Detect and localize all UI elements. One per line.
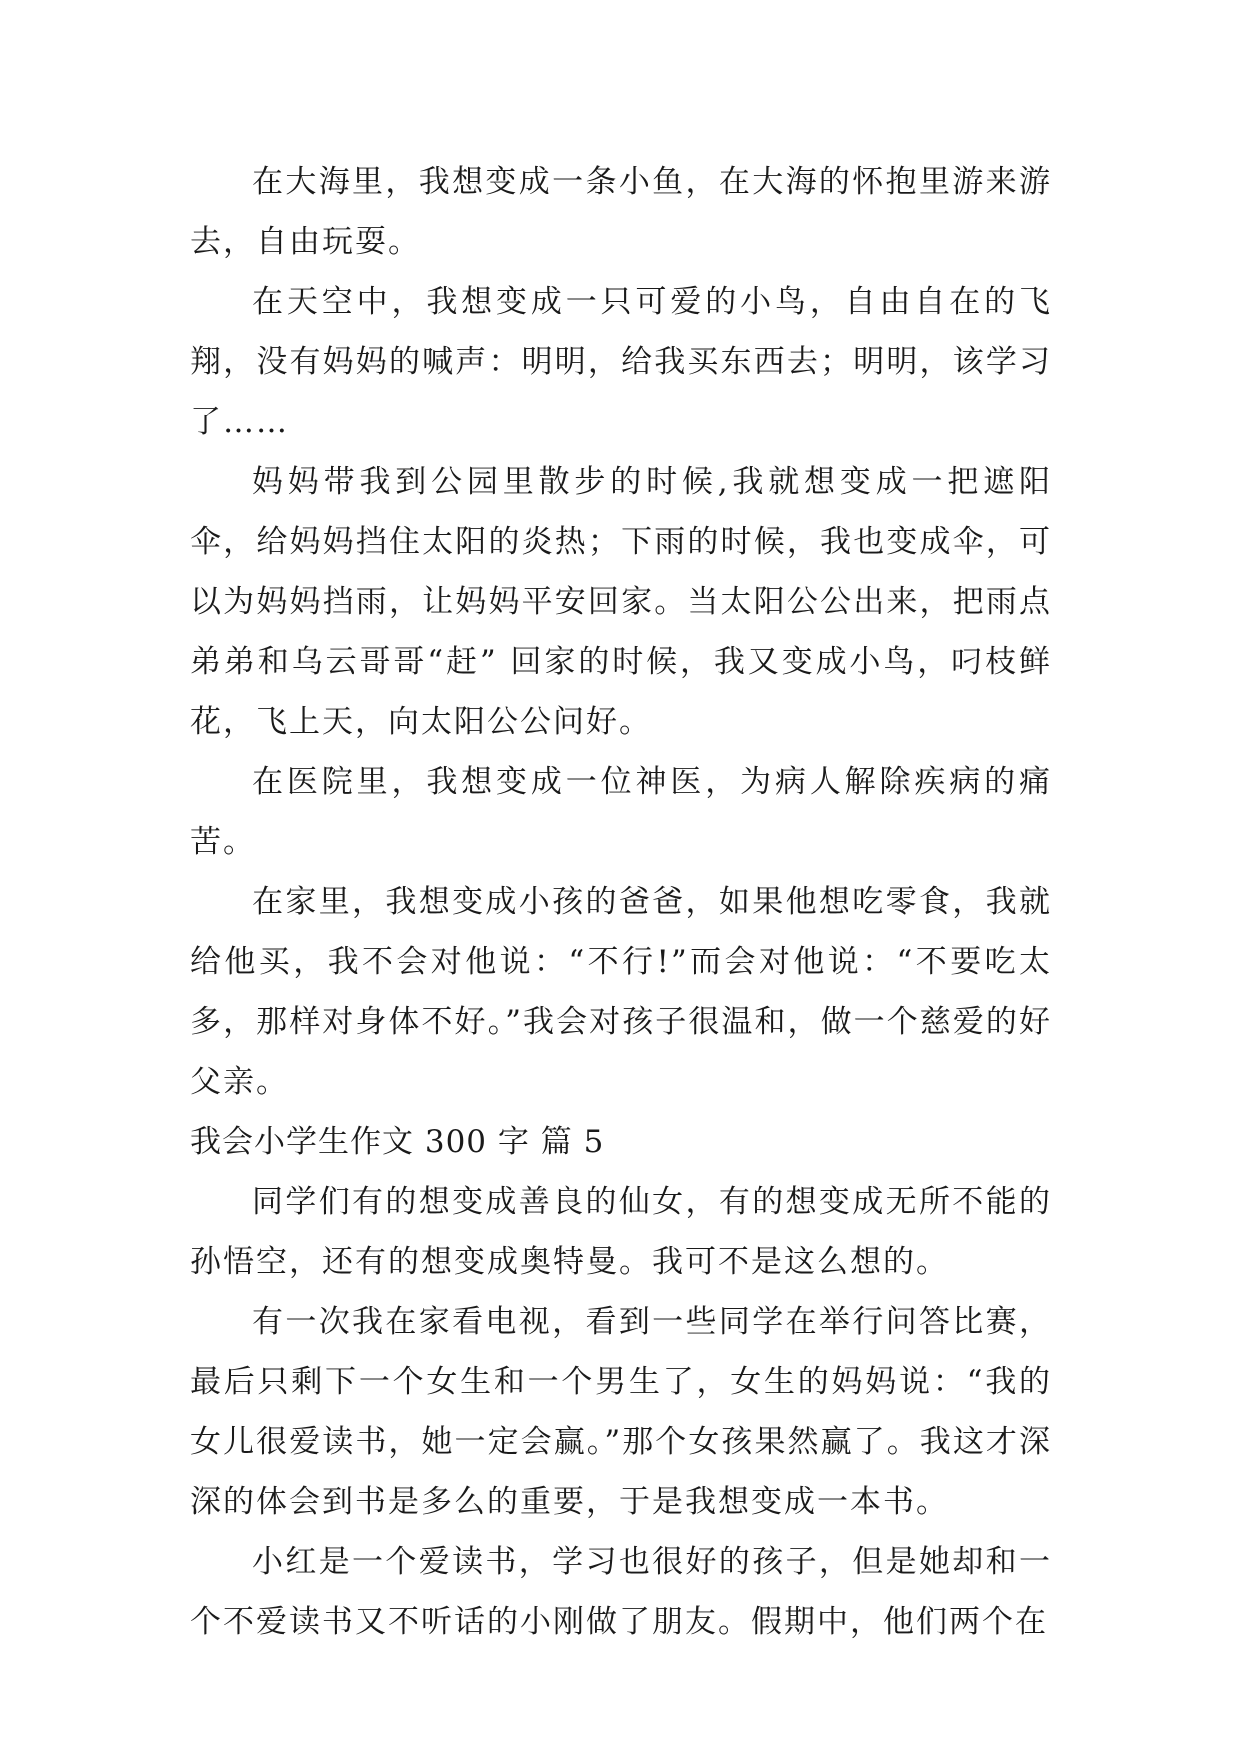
section-heading: 我会小学生作文 300 字 篇 5 bbox=[190, 1124, 605, 1160]
paragraph-hospital: 在医院里，我想变成一位神医，为病人解除疾病的痛苦。 bbox=[190, 764, 1052, 860]
paragraph-sky: 在天空中，我想变成一只可爱的小鸟，自由自在的飞翔，没有妈妈的喊声：明明，给我买东西去；明明，该学习了…… bbox=[190, 284, 1052, 440]
paragraph-classmates: 同学们有的想变成善良的仙女，有的想变成无所不能的孙悟空，还有的想变成奥特曼。我可不是这么想的。 bbox=[190, 1184, 1052, 1280]
paragraph-xiaohong: 小红是一个爱读书，学习也很好的孩子，但是她却和一个不爱读书又不听话的小刚做了朋友。假期中，他们两个在 bbox=[190, 1544, 1052, 1640]
paragraph-sea: 在大海里，我想变成一条小鱼，在大海的怀抱里游来游去，自由玩耍。 bbox=[190, 164, 1052, 260]
document-page bbox=[190, 152, 1052, 1652]
paragraph-quiz: 有一次我在家看电视，看到一些同学在举行问答比赛，最后只剩下一个女生和一个男生了，女生的妈妈说：“我的女儿很爱读书，她一定会赢。”那个女孩果然赢了。我这才深深的体会到书是多么的重要，于是我想变成一本书。 bbox=[190, 1304, 1052, 1520]
paragraph-park: 妈妈带我到公园里散步的时候,我就想变成一把遮阳伞，给妈妈挡住太阳的炎热；下雨的时候，我也变成伞，可以为妈妈挡雨，让妈妈平安回家。当太阳公公出来，把雨点弟弟和乌云哥哥“赶” 回家的时候，我又变成小鸟，叼枝鲜花，飞上天，向太阳公公问好。 bbox=[190, 464, 1052, 740]
paragraph-home: 在家里，我想变成小孩的爸爸，如果他想吃零食，我就给他买，我不会对他说：“不行!”而会对他说：“不要吃太多，那样对身体不好。”我会对孩子很温和，做一个慈爱的好父亲。 bbox=[190, 884, 1052, 1100]
